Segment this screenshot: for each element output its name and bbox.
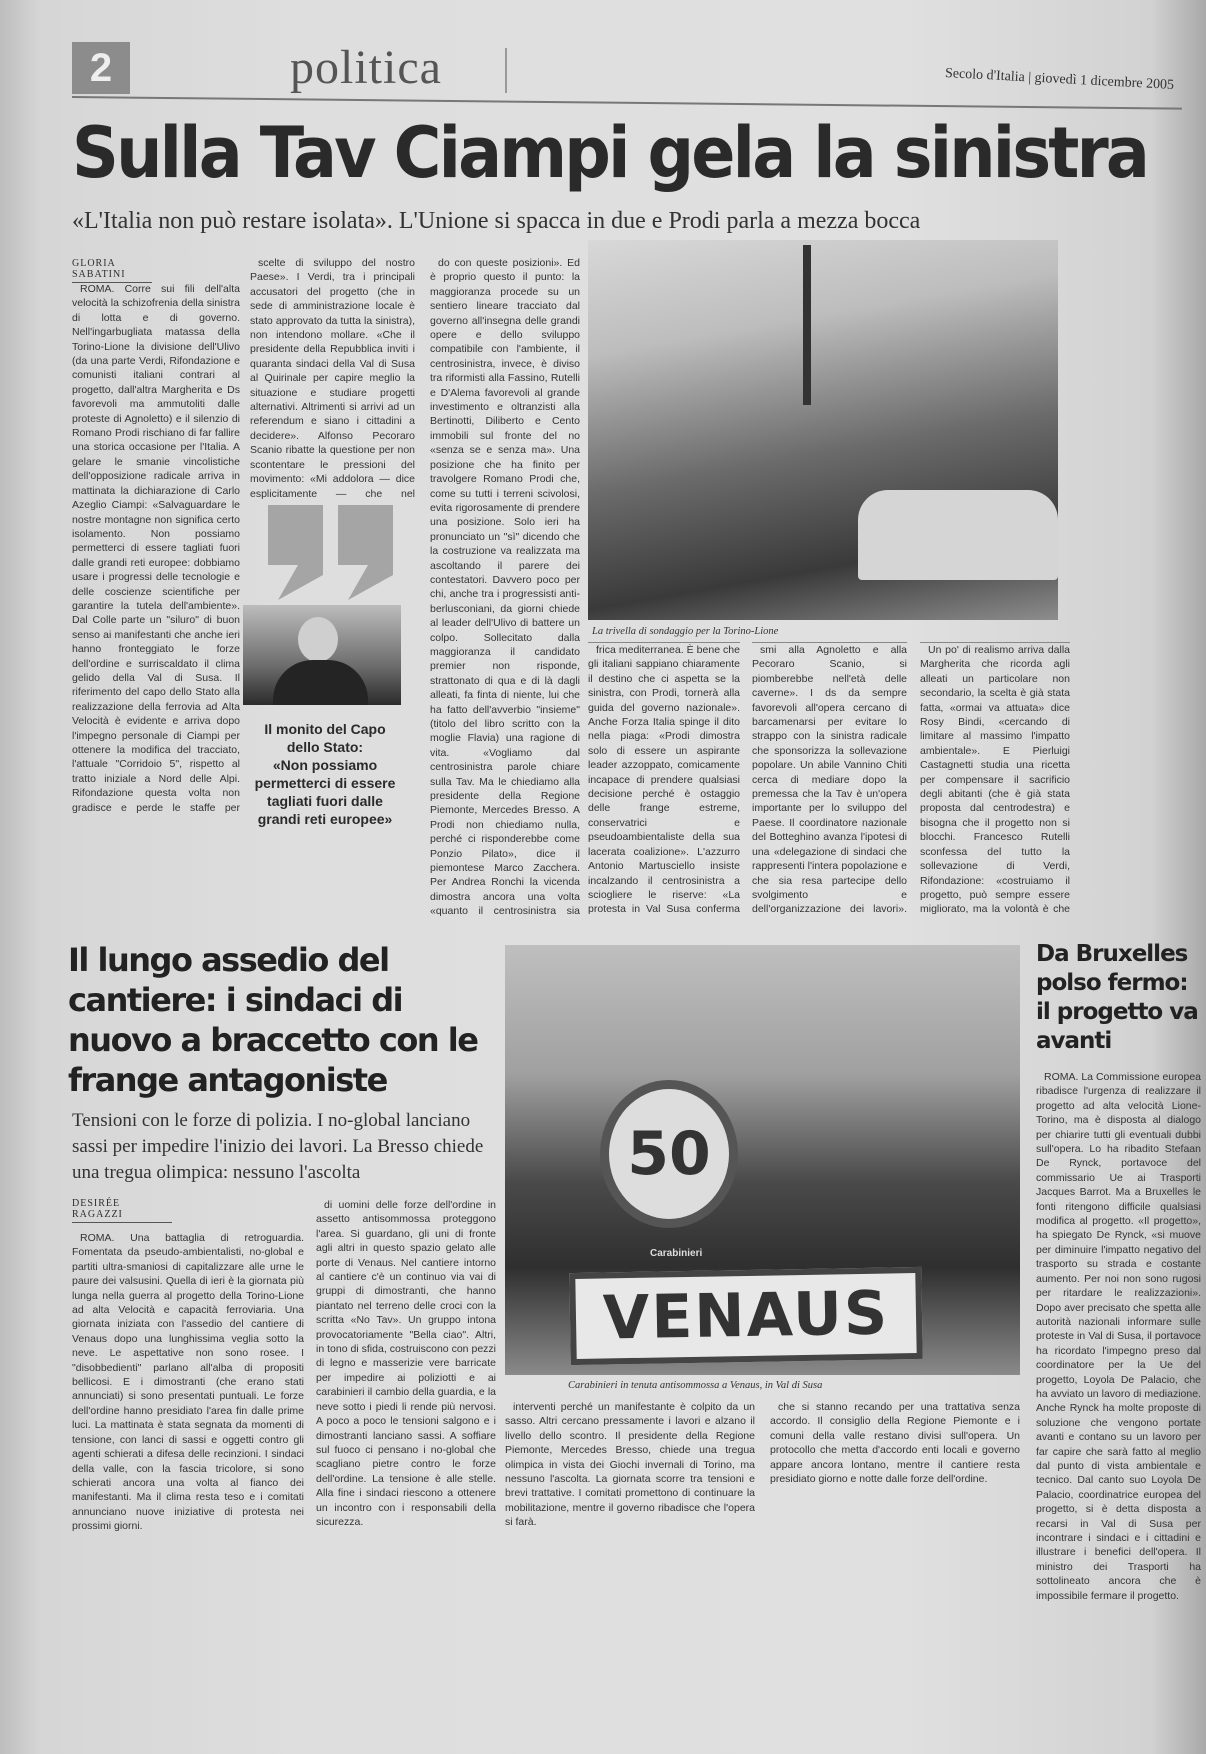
- paragraph: ROMA. Una battaglia di retroguardia. Fomentata da pseudo-ambientalisti, no-global e partiti ultra-smaniosi di capitalizzare alle urne le paure dei valsusini. Quella di ieri è la giornata più lunga nella guerra al progetto della Torino-Lione ad alta Velocità e capacità ferroviaria. Una giornata iniziata con l'assedio del cantiere di Venaus dopo una lunghissima veglia sotto la neve. Le aspettative non sono rosee. I "disobbedienti" parlano all'alba di propositi bellicosi. E i dimostranti (che erano stati annunciati) si sono presentati puntuali. Le forze dell'ordine hanno presidiato l'area fin dalle prime luci. La mattinata è stata segnata da momenti di tensione, con lanci di sassi e oggetti contro gli agenti schierati a difesa delle recinzioni. I sindaci della valle, con la fascia tricolore, si sono schierati ancora una volta al fianco dei manifestanti. Ma il clima resta teso e i comitati annunciano nuove iniziative di protesta nei prossimi giorni.: [72, 1232, 304, 1533]
- paragraph: do con queste posizioni». Ed è proprio questo il punto: la maggioranza procede su un sentiero lineare tracciato dal governo all'insegna delle grandi opere e dello sviluppo compatibile con l'ambiente, il centrosinistra, invece, è diviso tra riformisti alla Fassino, Rutelli e D'Alema favorevoli al grande investimento e oltranzisti alla Bertinotti, Diliberto e Cento immobili sul fronte del no «senza se e senza ma». Una posizione che ha finito per travolgere Romano Prodi che, come su tutti i terreni scivolosi, evita rigorosamente di prendere una posizione. Solo ieri ha pronunciato un "sì" dicendo che la costruzione va realizzata ma ascoltando il parere dei contestatori. Davvero poco per chi, anche tra i progressisti anti-berlusconiani, da giorni chiede al leader dell'Ulivo di battere un colpo. Sollecitato dalla maggioranza il candidato premier non risponde, strattonato di qua e di là dagli alleati, fa finta di niente, lui che ha fatto dell'avverbio "insieme" (titolo del libro scritto con la moglie Flavia) una ragione di vita. «Vogliamo dal centrosinistra parole chiare sulla Tav. Ma le chiediamo alla presidente della Regione Piemonte, Mercedes Bresso. A Prodi non chiediamo nulla, perché ci risponderebbe come Ponzio Pilato», dice il piemontese Marco Zacchera. Per Andrea Ronchi la vicenda dimostra ancora una volta «quanto il centrosinistra sia: [430, 257, 580, 916]
- second-headline: Il lungo assedio del cantiere: i sindaci di nuovo a braccetto con le frange antagoniste: [68, 941, 478, 1099]
- paragraph: Un po' di realismo arriva dalla Margherita che ricorda agli alleati un particolare non secondario, la scelta è già stata fatta, «ormai va attuata» dice Rosy Bindi, «cercando di limitare al massimo l'impatto ambientale». E Pierluigi Castagnetti studia una ricetta per compensare il sacrificio degli abitanti (che è già stata proposta dal centrodestra) e bisogna che il progetto non si blocchi. Francesco Rutelli sconfessa del tutto la sollevazione di Verdi, Rifondazione: «costruiamo il progetto, può sempre essere migliorato, ma la volontà è che: [920, 644, 1070, 916]
- ciampi-photo: [243, 605, 401, 705]
- second-column-1: [72, 1231, 304, 1735]
- paragraph: ROMA. La Commissione europea ribadisce l'urgenza di realizzare il progetto ad alta velocità Lione-Torino, ma è disposta al dialogo per chiarire tutti gli eventuali dubbi sull'opera. Lo ha ribadito Stefaan De Rynck, portavoce del commissario Ue ai Trasporti Jacques Barrot. Ma a Bruxelles le fonti ritengono difficile qualsiasi modifica al progetto. «Il progetto», ha spiegato De Rynck, «si muove per diminuire l'impatto negativo del trasporto su strada e costante aumento. Per noi non sono rugosi per ritardare le realizzazioni». Dopo aver precisato che spetta alle autorità nazionali informare sulle proteste in Val di Susa, il portavoce ha ricordato l'impegno preso dal coordinatore per la Ue del progetto, Loyola De Palacio, che ha avviato un lavoro di mediazione. Anche Rynck ha molte proposte di soluzione che vengono portate avanti e contano su un lavoro per far capire che sarà fatto al meglio dal punto di vista ambientale e tecnico. Dal canto suo Loyola De Palacio, coordinatrice europea del progetto, si è detta disposta a recarsi in Val di Susa per incontrare i sindaci e i cittadini e illustrare i benefici dell'opera. Il ministro dei Trasporti ha sottolineato ancora che è impossibile fermare il progetto.: [1036, 1071, 1201, 1602]
- paragraph: scelte di sviluppo del nostro Paese». I Verdi, tra i principali accusatori del progetto (che in sede di amministrazione locale è stato approvato da tutta la sinistra), non intendono mollare. «Che il presidente della Repubblica inviti i quaranta sindaci della Val di Susa al Quirinale per capire meglio la situazione e studiare progetti alternativi. Altrimenti si arrivi ad un referendum e siano i cittadini a decidere». Alfonso Pecoraro Scanio ribatte la questione per non scontentare le pressioni del movimento: «Mi addolora — dice esplicitamente — che nel: [250, 257, 415, 500]
- lead-column-1: [72, 282, 240, 817]
- second-column-1-wrap: [72, 1198, 304, 1735]
- lead-headline: Sulla Tav Ciampi gela la sinistra: [72, 112, 1148, 194]
- pull-quote-text: «Non possiamo permetterci di essere tagliati fuori dalle grandi reti europee»: [254, 757, 396, 827]
- drill-photo: [588, 240, 1058, 620]
- vehicle: [858, 490, 1058, 580]
- lead-column-3: [430, 256, 580, 916]
- portrait-head: [298, 617, 338, 662]
- pull-quote-title: Il monito del Capo dello Stato:: [264, 721, 386, 755]
- paragraph: interventi perché un manifestante è colpito da un sasso. Altri cercano pressamente i lavori e alzano il livello dello scontro. Il presidente della Regione Piemonte, Mercedes Bresso, chiede una tregua olimpica in vista dei Giochi invernali di Torino, ma nessuno l'ascolta. La giornata scorre tra tensioni e brevi trattative. I comitati promettono di continuare la mobilitazione, mentre il governo ribadisce che l'opera si farà.: [505, 1401, 755, 1529]
- second-column-3: [505, 1400, 755, 1735]
- paragraph: che si stanno recando per una trattativa senza accordo. Il consiglio della Regione Piemonte e i comuni della valle restano divisi sull'opera. Un protocollo che metta d'accordo enti locali e governo appare ancora lontano, mentre il cantiere resta presidiato giorno e notte dalle forze dell'ordine.: [770, 1401, 1020, 1486]
- paragraph: ROMA. Corre sui fili dell'alta velocità la schizofrenia della sinistra di lotta e di governo. Nell'ingarbugliata matassa della Torino-Lione la divisione dell'Ulivo (da una parte Verdi, Rifondazione e comunisti italiani contrari al progetto, dall'altra Margherita e Ds favorevoli ma ammutoliti dalle proteste di Agnoletto) e il silenzio di Romano Prodi rischiano di far fallire una storica occasione per l'Italia. A gelare le smanie vincolistiche dell'opposizione radicale arriva in mattinata la dichiarazione di Carlo Azeglio Ciampi: «Salvaguardare le nostre montagne non significa certo isolamento. Non possiamo permetterci di essere tagliati fuori dalle grandi reti europee: dobbiamo usare i progressi delle tecnologie e delle coscienze scientifiche per garantire la tutela dell'ambiente». Dal Colle parte un "siluro" di buon senso ai manifestanti che anche ieri hanno fronteggiato le forze dell'ordine e surriscaldato il clima gelido della Val di Susa. Il riferimento del capo dello Stato alla realizzazione della ferrovia ad Alta Velocità è evidente e arriva dopo l'impegno personale di Ciampi per ottenere la modifica del tracciato, l'attuale "Corridoio 5", rispetto al tratto iniziale a Nord delle Alpi. Rifondazione questa volta non gradisce e perde le staffe per: [72, 283, 240, 814]
- drill-tower: [803, 245, 811, 405]
- header-rule: [72, 96, 1182, 110]
- paragraph: di uomini delle forze dell'ordine in assetto antisommossa proteggono l'area. Si guardano, gli uni di fronte agli altri in questo spazio gelato alle porte di Venaus. Nel cantiere intorno al cantiere c'è un continuo via vai di gruppi di dimostranti, che hanno piantato nel terreno delle croci con la scritta «No Tav». Un gruppo intona provocatoriamente "Bella ciao". Altri, in tono di sfida, costruiscono con pezzi di legno e masserizie vere barricate per impedire ai poliziotti e ai carabinieri il cambio della guardia, e la neve sotto i piedi li rende più nervosi. A poco a poco le tensioni salgono e i dimostranti lanciano sassi. A soffiare sul fuoco ci pensano i no-global che scagliano pietre contro le forze dell'ordine. La tensione è alle stelle. Alla fine i sindaci riescono a ottenere un incontro con i responsabili della sicurezza.: [316, 1199, 496, 1528]
- speed-limit-sign: 50: [600, 1080, 738, 1228]
- section-divider: [505, 48, 507, 93]
- masthead-date: Secolo d'Italia | giovedì 1 dicembre 2005: [944, 66, 1175, 93]
- lead-photo-caption: La trivella di sondaggio per la Torino-Lione: [592, 626, 779, 637]
- lead-column-2: [250, 256, 415, 501]
- side-column: [1036, 1070, 1201, 1735]
- section-title: politica: [290, 41, 442, 94]
- town-sign: VENAUS: [569, 1267, 923, 1365]
- lead-column-6: [920, 642, 1070, 918]
- lead-column-5: [752, 642, 907, 918]
- second-column-2-wrap: [316, 1198, 496, 1735]
- paragraph: frica mediterranea. È bene che gli italiani sappiano chiaramente il destino che ci aspetta se la sinistra, con Prodi, tornerà alla guida del governo nazionale». Anche Forza Italia spinge il dito nella piaga: «Prodi dimostra solo di essere un aspirante leader azzoppato, comicamente incapace di prendere qualsiasi decisione perché è ostaggio delle frange estreme, conservatrici e pseudoambientaliste della sua lacerata coalizione». L'azzurro Antonio Martusciello insiste incalzando il centrosinistra a sciogliere le riserve: «La protesta in Val Susa conferma: [588, 644, 740, 916]
- lead-byline: GLORIA SABATINI: [72, 258, 152, 283]
- lead-column-4: [588, 642, 740, 918]
- second-story: [68, 940, 498, 1735]
- second-column-4: [770, 1400, 1020, 1735]
- second-subhead: Tensioni con le forze di polizia. I no-global lanciano sassi per impedire l'inizio dei lavori. La Bresso chiede una tregua olimpica: nessuno l'ascolta: [72, 1110, 484, 1183]
- side-headline: Da Bruxelles polso fermo: il progetto va avanti: [1036, 941, 1198, 1054]
- quote-mark-icon: [268, 505, 403, 600]
- pull-quote: [250, 720, 400, 828]
- page-number: 2: [72, 42, 130, 94]
- lead-subhead: «L'Italia non può restare isolata». L'Unione si spacca in due e Prodi parla a mezza bocca: [72, 208, 921, 234]
- second-byline: DESIRÉE RAGAZZI: [72, 1198, 172, 1223]
- carabinieri-badge: Carabinieri: [650, 1248, 703, 1259]
- side-story: [1036, 940, 1201, 1735]
- second-story-columns: [72, 1198, 498, 1735]
- second-photo-caption: Carabinieri in tenuta antisommossa a Venaus, in Val di Susa: [568, 1380, 823, 1391]
- portrait-body: [273, 660, 368, 705]
- second-column-2: [316, 1198, 496, 1735]
- paragraph: smi alla Agnoletto e alla Pecoraro Scanio, si piomberebbe nell'età delle caverne». I ds da sempre favorevoli all'opera cercano di barcamenarsi per evitare lo strappo con la sinistra radicale che sponsorizza la sollevazione popolare. Un abile Vannino Chiti cerca di mediare dopo la premessa che la Tav è un'opera importante per lo sviluppo del Paese. Il coordinatore nazionale del Botteghino avanza l'ipotesi di una «delegazione di sindaci che rappresenti l'intera popolazione e che sia resa partecipe dello svolgimento e dell'organizzazione dei lavori».: [752, 644, 907, 916]
